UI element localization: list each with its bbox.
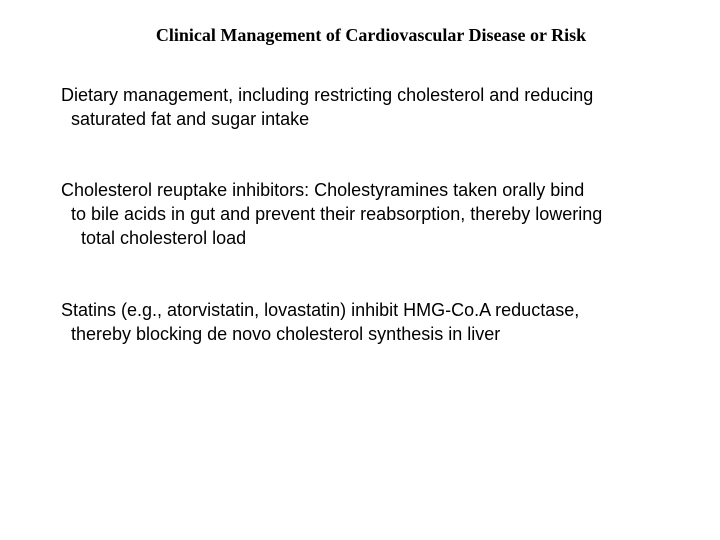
paragraph-line: Statins (e.g., atorvistatin, lovastatin) inhibit HMG-Co.A reductase, [61,300,580,320]
paragraph-line: total cholesterol load [81,228,247,248]
paragraph-line: Dietary management, including restricting cholesterol and reducing [61,85,594,105]
paragraph-statins [61,298,579,346]
slide-title: Clinical Management of Cardiovascular Disease or Risk [155,25,587,45]
paragraph-line: to bile acids in gut and prevent their reabsorption, thereby lowering [71,204,603,224]
paragraph-line: thereby blocking de novo cholesterol synthesis in liver [71,324,501,344]
paragraph-dietary-management [61,83,593,131]
paragraph-cholesterol-reuptake-inhibitors [61,178,602,250]
paragraph-line: saturated fat and sugar intake [71,109,310,129]
paragraph-line: Cholesterol reuptake inhibitors: Cholestyramines taken orally bind [61,180,585,200]
